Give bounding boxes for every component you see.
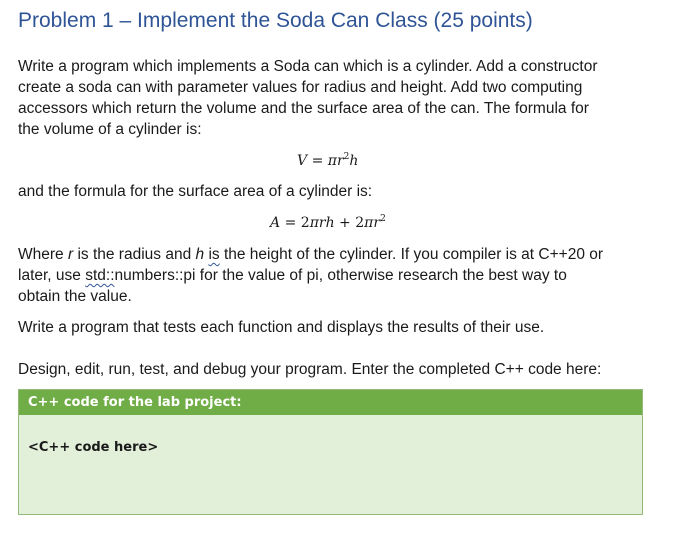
formula-symbol: V: [297, 153, 308, 169]
intro-line: create a soda can with parameter values for radius and height. Add two computing: [18, 79, 583, 96]
formula-operator: =: [280, 215, 301, 231]
formula-symbol: A: [270, 215, 281, 231]
where-text: later, use: [18, 267, 86, 284]
where-text: Where: [18, 246, 68, 263]
volume-formula: [297, 152, 358, 169]
formula-symbol: π: [364, 215, 374, 231]
surface-intro: [18, 181, 648, 202]
formula-exponent: 2: [380, 214, 386, 224]
code-placeholder[interactable]: <C++ code here>: [28, 440, 159, 455]
formula-symbol: r: [373, 215, 381, 231]
area-formula: [270, 214, 386, 231]
test-instruction-line: Write a program that tests each function and displays the results of their use.: [18, 319, 545, 336]
page-title: Problem 1 – Implement the Soda Can Class (25 points): [18, 9, 533, 32]
formula-symbol: r: [336, 153, 344, 169]
grammar-flagged-word: is: [208, 246, 220, 263]
formula-operator: =: [307, 153, 328, 169]
where-text: numbers::pi for the value of pi, otherwise research the best way to: [114, 267, 567, 284]
where-line: [18, 244, 648, 265]
where-text: is the radius and: [73, 246, 196, 263]
design-instruction: [18, 359, 648, 380]
intro-paragraph: [18, 56, 648, 140]
where-line: [18, 265, 648, 286]
where-text: the height of the cylinder. If you compiler is at C++20 or: [219, 246, 604, 263]
formula-symbol: π: [327, 153, 337, 169]
spell-flagged-word: std::: [85, 267, 115, 284]
intro-line: Write a program which implements a Soda can which is a cylinder. Add a constructor: [18, 58, 598, 75]
test-instruction: [18, 317, 648, 338]
height-variable: h: [195, 246, 205, 263]
formula-symbol: rh: [318, 215, 335, 231]
code-box-header: C++ code for the lab project:: [19, 390, 642, 415]
formula-number: 2: [300, 215, 310, 231]
formula-operator: +: [334, 215, 356, 231]
intro-line: accessors which return the volume and the surface area of the can. The formula for: [18, 100, 589, 117]
where-paragraph: [18, 244, 648, 307]
surface-intro-line: and the formula for the surface area of a cylinder is:: [18, 183, 373, 200]
formula-symbol: h: [349, 153, 359, 169]
where-line: obtain the value.: [18, 288, 132, 305]
formula-number: 2: [355, 215, 365, 231]
code-answer-box[interactable]: [18, 389, 643, 515]
formula-exponent: 2: [343, 152, 350, 162]
radius-variable: r: [67, 246, 74, 263]
formula-symbol: π: [309, 215, 319, 231]
design-instruction-line: Design, edit, run, test, and debug your program. Enter the completed C++ code here:: [18, 361, 602, 378]
intro-line: the volume of a cylinder is:: [18, 121, 202, 138]
